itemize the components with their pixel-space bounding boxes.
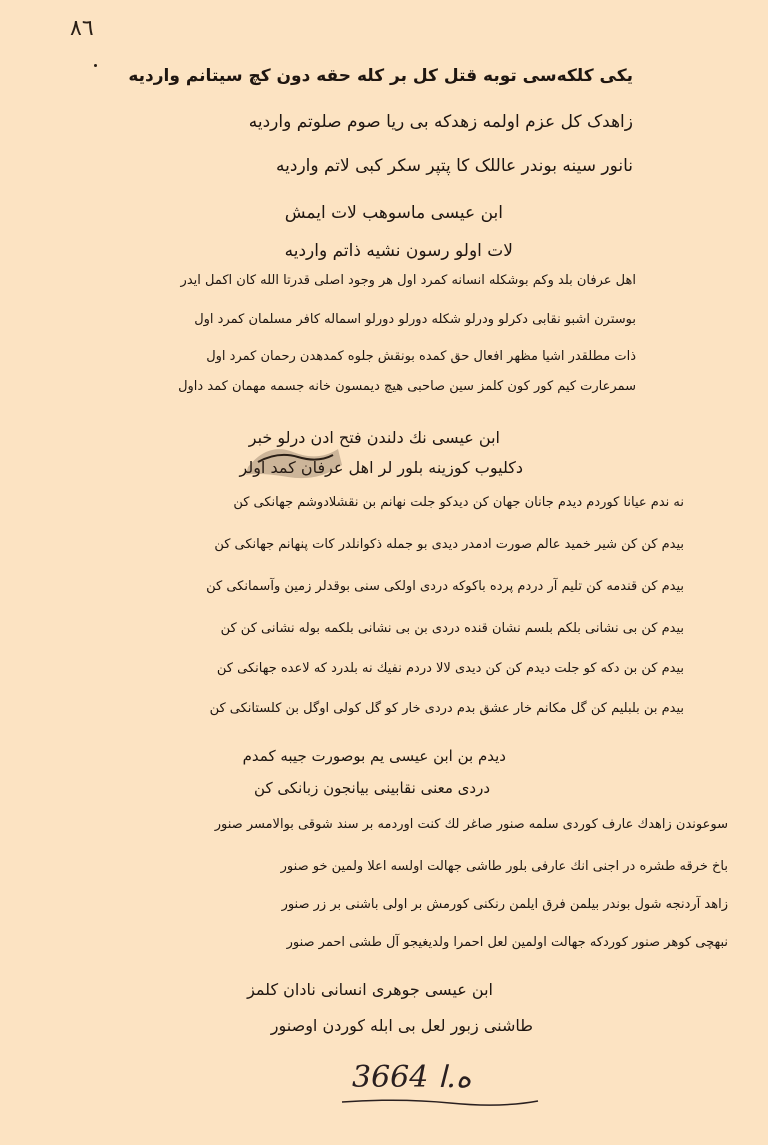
verse-line: زاهدک کل عزم اولمه زهدکه بی ریا صوم صلوتم واردیه [248,112,633,132]
page-number: ٨٦ [70,16,94,41]
verse-line: یکی کلکه‌سی توبه قتل کل بر کله حقه دون کچ سیتانم واردیه [128,66,633,86]
verse-line: زاهد آردنجه شول بوندر بیلمن فرق ایلمن رنکنی کورمش بر اولی باشنی بر زر صنور [281,897,728,912]
verse-line: بوسترن اشبو نقابی دکرلو ودرلو شکله دورلو دورلو اسماله کافر مسلمان کمرد اول [194,312,636,327]
verse-line: بیدم بن بلبلیم کن گل مکانم خار عشق بدم دردی خار کو گل کولی اوگل بن کلستانکی کن [209,701,684,716]
margin-dot [94,64,97,67]
verse-line: نبهچی کوهر صنور کوردکه جهالت اولمین لعل احمرا ولدیغیجو آل طشی احمر صنور [286,935,728,950]
verse-line: بیدم کن قندمه کن تلیم آر دردم پرده باکوکه دردی اولکی سنی بوقدلر زمین وآسمانکی کن [206,579,684,594]
verse-line: طاشنی زبور لعل بی ابله کوردن اوصنور [270,1016,533,1035]
verse-line: ذات مطلقدر اشیا مظهر افعال حق کمده بونقش جلوه کمدهدن رحمان کمرد اول [206,349,636,364]
verse-line: نه ندم عیانا کوردم دیدم جانان جهان کن دیدکو جلت نهانم بن نقشلادوشم جهانکی کن [233,495,684,510]
catalogue-reference: ﻩ.ﺍ 3664 [352,1060,472,1095]
verse-line: لات اولو رسون نشیه ذاتم واردیه [284,241,513,261]
verse-line: بیدم کن بن دکه کو جلت دیدم کن کن دیدی لالا دردم نفیك نه بلدرد که لاعده جهانکی کن [216,661,684,676]
verse-line: باخ خرقه طشره در اجنی انك عارفی بلور طاشی جهالت اولسه اعلا ولمین خو صنور [280,859,728,874]
verse-line: ابن عیسی نك دلندن فتح ادن درلو خبر [248,428,500,447]
verse-line: نانور سینه بوندر عاللک کا پتپر سکر کبی لاتم واردیه [276,156,633,176]
verse-line: بیدم کن کن شیر خمید عالم صورت ادمدر دیدی بو جمله ذکوانلدر کات پنهانم جهانکی کن [214,537,684,552]
verse-line: بیدم کن بی نشانی بلکم بلسم نشان قنده دردی بن بی نشانی بلکمه بوله نشانی کن کن [220,621,684,636]
verse-line: سوعوندن زاهدك عارف کوردی سلمه صنور صاغر لك کنت اوردمه بر سند شوقی بوالامسر صنور [214,817,728,832]
reference-underline [340,1096,540,1108]
verse-line: ابن عیسی ماسوهب لات ایمش [284,203,503,223]
verse-line: دکلیوب کوزینه بلور لر اهل عرفان کمد اولر [239,458,523,477]
verse-line: اهل عرفان بلد وکم بوشکله انسانه کمرد اول هر وجود اصلی قدرتا الله کان اکمل ایدر [180,273,636,288]
ink-blot [238,437,348,487]
verse-line: سمرعارت کیم کور کون کلمز سین صاحبی هیچ دیمسون خانه جسمه مهمان کمد داول [178,379,636,394]
verse-line: ابن عیسی جوهری انسانی نادان کلمز [247,980,493,999]
verse-line: دردی معنی نقابینی بیانجون زبانکی کن [254,779,490,797]
verse-line: دیدم بن ابن عیسی یم بوصورت جیبه کمدم [242,747,506,765]
